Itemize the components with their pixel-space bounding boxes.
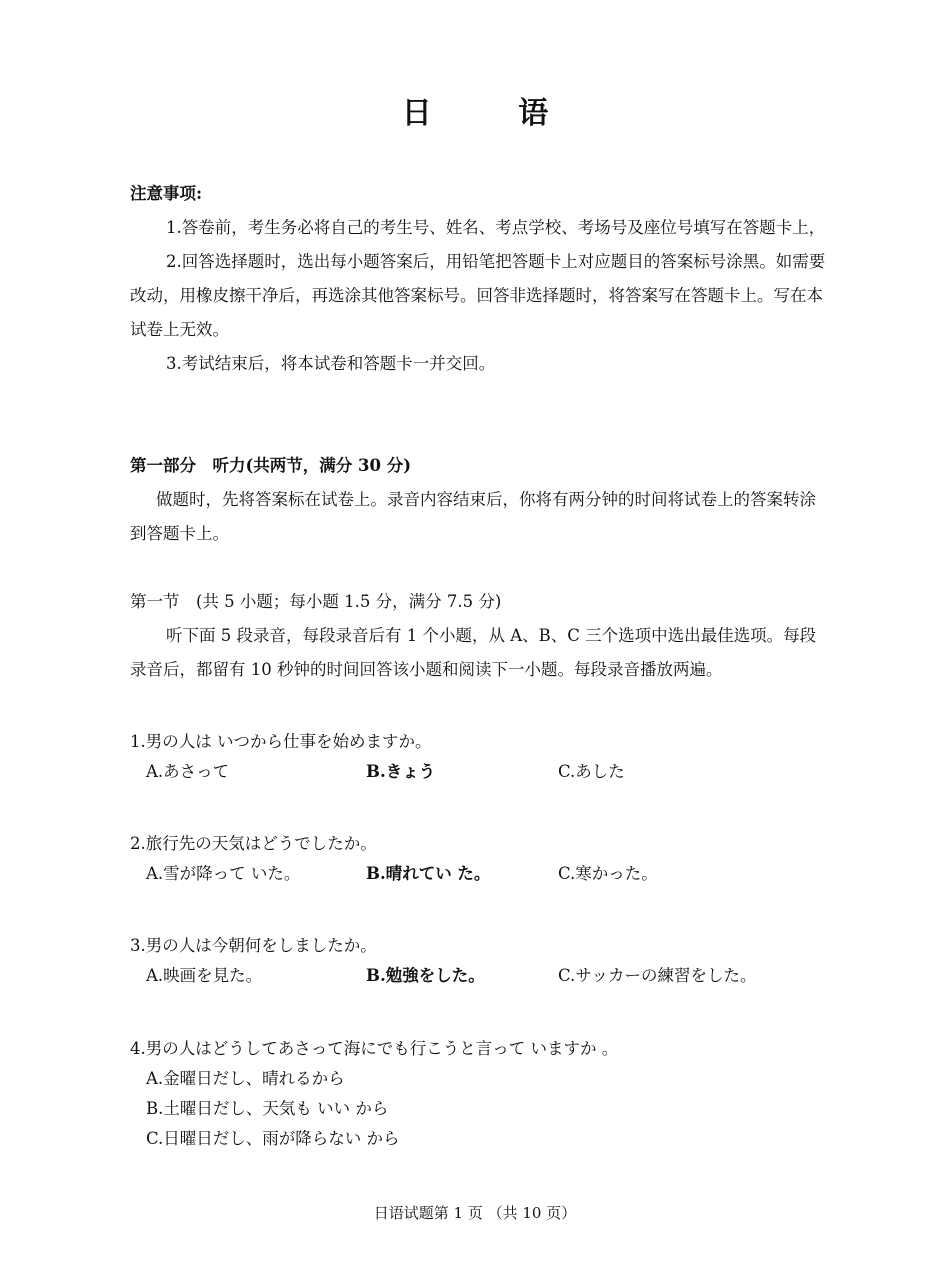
option-c: C.あした — [558, 762, 625, 781]
question-stem: 1.男の人は いつから仕事を始めますか。 — [130, 732, 432, 751]
option-b: B.晴れてい た。 — [366, 864, 491, 883]
section1-heading: 第一节 (共 5 小题；每小题 1.5 分，满分 7.5 分) — [130, 592, 502, 611]
question-2 — [130, 829, 830, 889]
part1-heading: 第一部分 听力(共两节，满分 30 分) — [130, 456, 412, 475]
question-4 — [130, 1034, 830, 1154]
section1 — [130, 585, 830, 687]
question-stem: 3.男の人は今朝何をしましたか。 — [130, 936, 377, 955]
note-item-2: 2.回答选择题时，选出每小题答案后，用铅笔把答题卡上对应题目的答案标号涂黑。如需要改动，用橡皮擦干净后，再选涂其他答案标号。回答非选择题时，将答案写在答题卡上。写在本试卷上无效。 — [130, 252, 826, 339]
option-c: C.サッカーの練習をした。 — [558, 966, 757, 985]
question-1 — [130, 727, 830, 787]
option-b: B.きょう — [366, 762, 436, 781]
page-footer: 日语试题第 1 页 （共 10 页） — [373, 1204, 577, 1222]
notes-section — [130, 177, 830, 381]
note-item-1: 1.答卷前，考生务必将自己的考生号、姓名、考点学校、考场号及座位号填写在答题卡上， — [166, 218, 826, 237]
question-3 — [130, 931, 830, 991]
option-b: B.土曜日だし、天気も いい から — [146, 1099, 389, 1118]
question-stem: 2.旅行先の天気はどうでしたか。 — [130, 834, 377, 853]
question-options — [130, 961, 830, 991]
question-options — [130, 757, 830, 787]
note-item-3: 3.考试结束后，将本试卷和答题卡一并交回。 — [166, 354, 496, 373]
section1-instruction: 听下面 5 段录音，每段录音后有 1 个小题，从 A、B、C 三个选项中选出最佳选项。每段录音后，都留有 10 秒钟的时间回答该小题和阅读下一小题。每段录音播放两遍。 — [130, 626, 817, 679]
part1-instruction: 做题时，先将答案标在试卷上。录音内容结束后，你将有两分钟的时间将试卷上的答案转涂到答题卡上。 — [130, 490, 816, 543]
option-a: A.映画を見た。 — [146, 966, 263, 985]
option-a: A.あさって — [146, 762, 230, 781]
question-stem: 4.男の人はどうしてあさって海にでも行こうと言って いますか 。 — [130, 1039, 619, 1058]
option-c: C.寒かった。 — [558, 864, 658, 883]
option-c: C.日曜日だし、雨が降らない から — [146, 1129, 400, 1148]
option-b: B.勉強をした。 — [366, 966, 485, 985]
notes-heading: 注意事项: — [130, 184, 203, 203]
part1-section — [130, 449, 830, 551]
option-a: A.金曜日だし、晴れるから — [146, 1069, 345, 1088]
page-title: 日 语 — [401, 96, 587, 131]
question-options — [130, 859, 830, 889]
option-a: A.雪が降って いた。 — [146, 864, 301, 883]
